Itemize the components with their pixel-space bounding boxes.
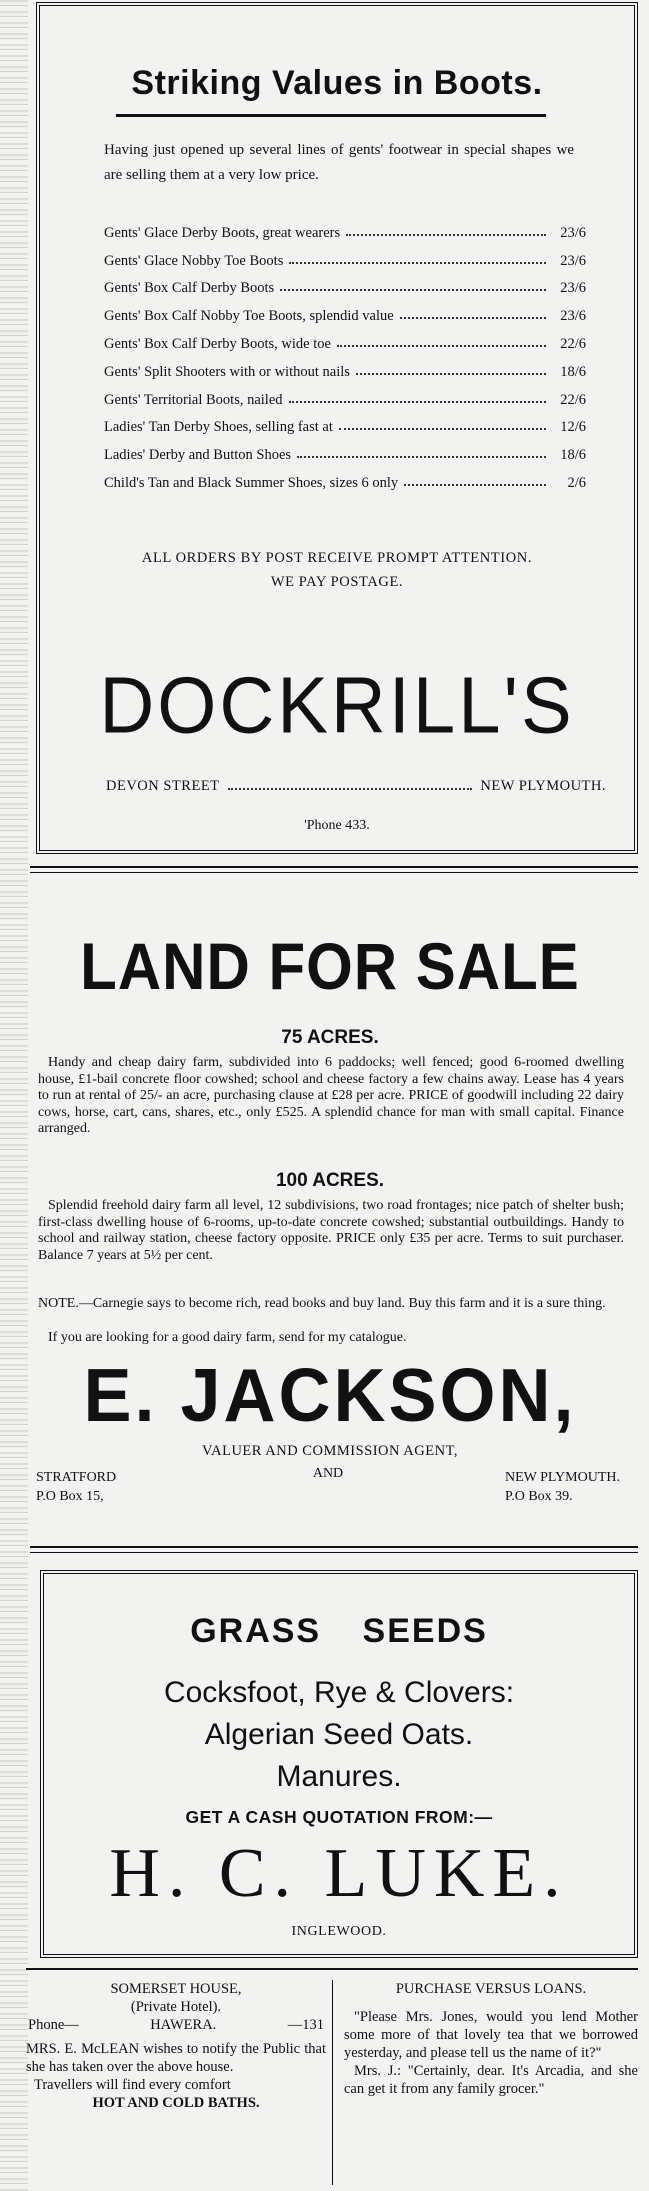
phone-number: —131 — [287, 2017, 324, 2033]
price-row — [104, 436, 586, 464]
item-price: 22/6 — [560, 335, 586, 352]
leader-dots — [297, 456, 546, 458]
item-name: Gents' Split Shooters with or without nails — [104, 363, 350, 380]
arcadia-tea-advertisement — [344, 1980, 638, 2098]
boots-advertisement — [36, 2, 638, 854]
item-price: 2/6 — [567, 474, 586, 491]
seeds-heading: GRASS SEEDS — [190, 1612, 488, 1650]
leader-dots — [280, 289, 546, 291]
item-price: 23/6 — [560, 280, 586, 297]
leader-dots — [289, 262, 546, 264]
baths-line: HOT AND COLD BATHS. — [92, 2095, 260, 2111]
divider — [30, 1546, 638, 1548]
lot2-heading: 100 ACRES. — [275, 1170, 385, 1191]
somerset-subheading: (Private Hotel). — [130, 1999, 222, 2015]
seeds-line-2: Algerian Seed Oats. — [204, 1718, 474, 1751]
leader-dots — [228, 788, 473, 790]
leader-dots — [356, 373, 546, 375]
seeds-line-1: Cocksfoot, Rye & Clovers: — [163, 1676, 515, 1709]
catalogue-text: If you are looking for a good dairy farm, send for my catalogue. — [48, 1330, 407, 1345]
item-name: Ladies' Derby and Button Shoes — [104, 447, 292, 464]
item-price: 23/6 — [560, 252, 586, 269]
price-row — [104, 381, 586, 409]
arcadia-reply: Mrs. J.: "Certainly, dear. It's Arcadia, and she can get it from any family grocer." — [344, 2063, 638, 2097]
quotation-line: GET A CASH QUOTATION FROM:— — [185, 1807, 493, 1827]
leader-dots — [339, 428, 546, 430]
arcadia-heading: PURCHASE VERSUS LOANS. — [395, 1981, 587, 1997]
item-price: 18/6 — [560, 363, 586, 380]
orders-line-1: ALL ORDERS BY POST RECEIVE PROMPT ATTENTION. — [141, 550, 533, 566]
merchant-town: INGLEWOOD. — [291, 1924, 387, 1939]
item-name: Gents' Box Calf Derby Boots, wide toe — [104, 335, 331, 352]
lot1-heading: 75 ACRES. — [281, 1027, 379, 1048]
postal-orders-notice — [40, 546, 634, 594]
merchant-name: H. C. LUKE. — [109, 1835, 569, 1912]
leader-dots — [337, 345, 546, 347]
right-box: P.O Box 39. — [504, 1489, 573, 1504]
column-rule — [332, 1980, 333, 2185]
heading-underline — [116, 114, 546, 117]
left-town: STRATFORD — [36, 1470, 117, 1485]
travellers-line: Travellers will find every comfort — [34, 2077, 231, 2093]
boots-intro: Having just opened up several lines of gents' footwear in special shapes we are selling them at a very low price. — [104, 142, 574, 183]
agent-name: E. JACKSON, — [83, 1354, 577, 1438]
item-name: Gents' Glace Nobby Toe Boots — [104, 252, 284, 269]
somerset-heading: SOMERSET HOUSE, — [110, 1981, 242, 1997]
lot2-description: Splendid freehold dairy farm all level, 12 subdivisions, two road frontages; nice patch of shelter bush; first-class dwelling house of 6-rooms, up-to-date concrete cowshed; substantial outbuildings. Handy to school and railway station, cheese factory opposite. PRICE only £35 per acre. Terms to suit purchaser. Balance 7 years at 5½ per cent. — [38, 1198, 624, 1263]
leader-dots — [400, 317, 546, 319]
leader-dots — [404, 484, 546, 486]
lot1-description: Handy and cheap dairy farm, subdivided into 6 paddocks; well fenced; good 6-roomed dwelling house, £1-bail concrete floor cowshed; school and cheese factory a few chains away. Lease has 4 years to run at rental of 25/- an acre, purchasing clause at £28 per acre. PRICE of goodwill including 22 dairy cows, horse, cart, cans, shares, etc., only £525. A splendid chance for man with small capital. Finance arranged. — [38, 1055, 624, 1136]
price-row — [104, 214, 586, 242]
item-price: 23/6 — [560, 224, 586, 241]
orders-line-2: WE PAY POSTAGE. — [270, 574, 404, 590]
note-text: NOTE.—Carnegie says to become rich, read books and buy land. Buy this farm and it is a sure thing. — [38, 1296, 606, 1311]
item-name: Gents' Glace Derby Boots, great wearers — [104, 224, 341, 241]
divider — [30, 1552, 638, 1553]
seeds-advertisement — [40, 1570, 638, 1958]
leader-dots — [289, 401, 546, 403]
item-price: 23/6 — [560, 308, 586, 325]
left-box: P.O Box 15, — [36, 1489, 104, 1504]
price-row — [104, 409, 586, 437]
land-advertisement — [30, 880, 630, 1560]
town: NEW PLYMOUTH. — [480, 778, 606, 794]
divider — [26, 1968, 638, 1970]
land-heading: LAND FOR SALE — [80, 929, 580, 1004]
item-price: 18/6 — [560, 447, 586, 464]
right-town: NEW PLYMOUTH. — [504, 1470, 620, 1485]
divider — [30, 866, 638, 868]
scan-edge — [0, 0, 28, 2191]
price-row — [104, 325, 586, 353]
store-phone: 'Phone 433. — [304, 818, 370, 833]
item-name: Ladies' Tan Derby Shoes, selling fast at — [104, 419, 333, 436]
arcadia-quote: "Please Mrs. Jones, would you lend Mother some more of that lovely tea that we borrowed yesterday, and please tell us the name of it?" — [344, 2009, 638, 2061]
phone-label: Phone— — [28, 2017, 79, 2033]
price-row — [104, 242, 586, 270]
item-name: Child's Tan and Black Summer Shoes, sizes 6 only — [104, 474, 399, 491]
leader-dots — [346, 234, 546, 236]
item-price: 12/6 — [560, 419, 586, 436]
agent-title: VALUER AND COMMISSION AGENT, — [202, 1443, 458, 1459]
divider — [30, 872, 638, 873]
price-row — [104, 270, 586, 298]
and-word: AND — [312, 1466, 344, 1481]
somerset-notice: MRS. E. McLEAN wishes to notify the Public that she has taken over the above house. — [26, 2041, 326, 2075]
store-name: DOCKRILL'S — [99, 660, 575, 751]
right-office — [505, 1468, 620, 1506]
seeds-line-3: Manures. — [276, 1760, 402, 1793]
street: DEVON STREET — [106, 778, 220, 794]
price-row — [104, 297, 586, 325]
item-name: Gents' Territorial Boots, nailed — [104, 391, 283, 408]
item-price: 22/6 — [560, 391, 586, 408]
item-name: Gents' Box Calf Derby Boots — [104, 280, 275, 297]
store-address — [106, 778, 606, 795]
phone-row — [26, 2016, 326, 2034]
price-list — [104, 214, 586, 492]
price-row — [104, 353, 586, 381]
price-row — [104, 464, 586, 492]
hotel-town: HAWERA. — [150, 2017, 217, 2033]
bottom-columns — [26, 1980, 638, 2185]
boots-heading: Striking Values in Boots. — [131, 64, 543, 102]
somerset-house-advertisement — [26, 1980, 326, 2112]
item-name: Gents' Box Calf Nobby Toe Boots, splendid value — [104, 308, 394, 325]
